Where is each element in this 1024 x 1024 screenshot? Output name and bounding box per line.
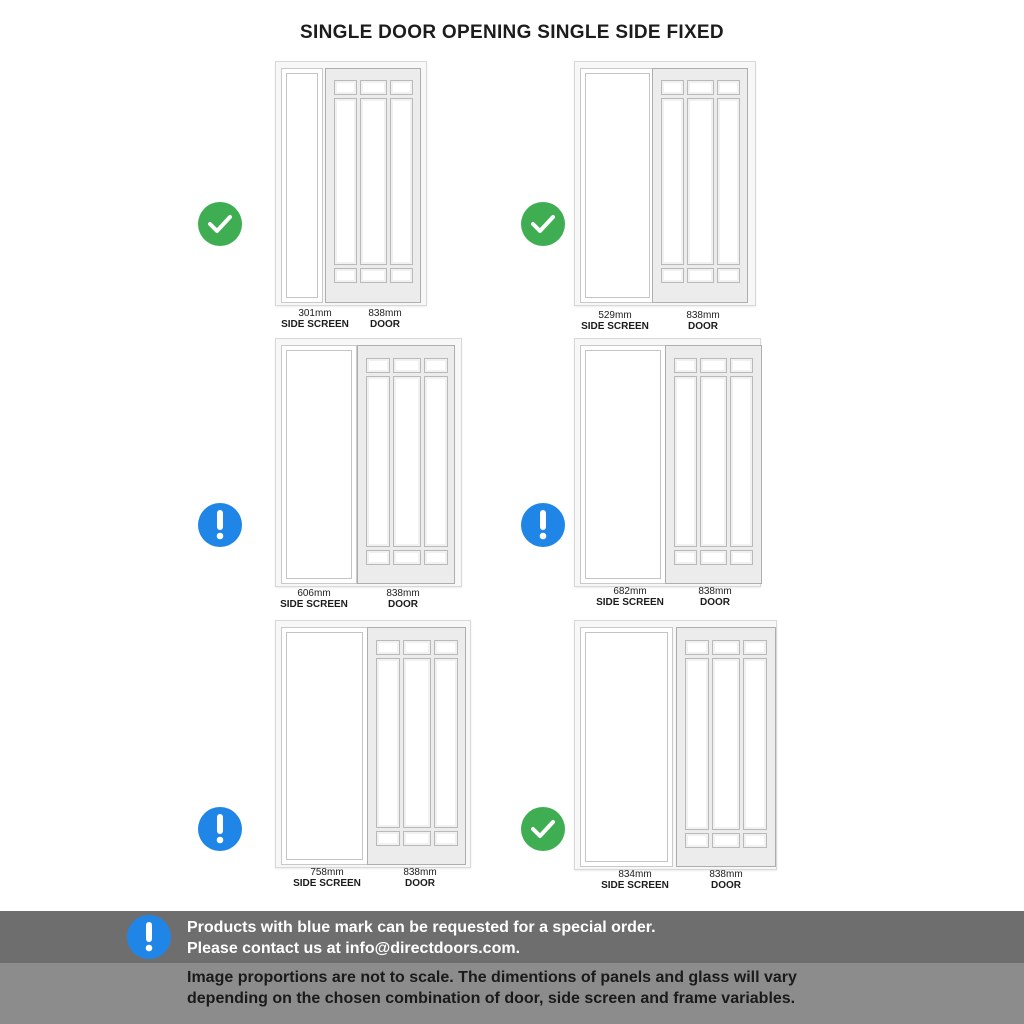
checkmark-icon xyxy=(521,202,565,246)
side-screen-width: 834mm xyxy=(618,869,652,880)
glass-pane-top xyxy=(717,80,740,95)
side-screen-panel xyxy=(580,345,666,584)
glass-pane-top xyxy=(366,358,390,373)
glass-pane-bottom xyxy=(360,268,387,283)
notice-line-2: Please contact us at info@directdoors.com. xyxy=(187,940,521,957)
door-width: 838mm xyxy=(698,586,732,597)
glass-pane-bottom xyxy=(700,550,727,565)
glass-pane-middle xyxy=(730,376,753,547)
side-screen-panel xyxy=(580,68,655,303)
glass-pane-top xyxy=(434,640,458,655)
glass-pane-top xyxy=(393,358,421,373)
side-screen-caption xyxy=(593,586,667,608)
glass-pane-bottom xyxy=(730,550,753,565)
glass-pane-top xyxy=(403,640,431,655)
glass-pane-top xyxy=(376,640,400,655)
side-screen-width: 529mm xyxy=(598,310,632,321)
door-caption xyxy=(678,310,728,332)
glass-pane-middle xyxy=(712,658,740,830)
door-width: 838mm xyxy=(403,867,437,878)
side-screen-panel xyxy=(580,627,673,867)
glass-pane-top xyxy=(674,358,697,373)
glass-pane-middle xyxy=(376,658,400,828)
glass-pane-middle xyxy=(434,658,458,828)
glass-pane-bottom xyxy=(390,268,413,283)
glass-pane-top xyxy=(730,358,753,373)
glass-pane-bottom xyxy=(393,550,421,565)
glass-pane-middle xyxy=(743,658,767,830)
glass-pane-middle xyxy=(403,658,431,828)
side-screen-label: SIDE SCREEN xyxy=(581,321,649,332)
glass-pane-top xyxy=(712,640,740,655)
glass-pane-bottom xyxy=(661,268,684,283)
glass-pane-bottom xyxy=(685,833,709,848)
glass-pane-top xyxy=(685,640,709,655)
glass-pane-bottom xyxy=(376,831,400,846)
glass-pane-bottom xyxy=(366,550,390,565)
door-label: DOOR xyxy=(370,319,400,330)
glass-pane-middle xyxy=(334,98,357,265)
side-screen-caption xyxy=(277,588,351,610)
exclamation-icon xyxy=(198,503,242,547)
glass-pane-top xyxy=(424,358,448,373)
glass-pane-top xyxy=(334,80,357,95)
disclaimer-line-1: Image proportions are not to scale. The dimentions of panels and glass will vary xyxy=(187,969,797,986)
glass-pane-top xyxy=(661,80,684,95)
exclamation-icon xyxy=(127,915,171,959)
side-screen-caption xyxy=(598,869,672,891)
glass-pane-middle xyxy=(360,98,387,265)
glass-pane-bottom xyxy=(743,833,767,848)
glass-pane-bottom xyxy=(424,550,448,565)
notice-line-1: Products with blue mark can be requested for a special order. xyxy=(187,919,656,936)
page-title: SINGLE DOOR OPENING SINGLE SIDE FIXED xyxy=(300,22,724,43)
door-caption xyxy=(360,308,410,330)
side-screen-caption xyxy=(278,308,352,330)
door-caption xyxy=(690,586,740,608)
glass-pane-bottom xyxy=(717,268,740,283)
glass-pane-middle xyxy=(390,98,413,265)
glass-pane-middle xyxy=(366,376,390,547)
door-label: DOOR xyxy=(405,878,435,889)
glass-pane-top xyxy=(360,80,387,95)
side-screen-width: 758mm xyxy=(310,867,344,878)
glass-pane-middle xyxy=(700,376,727,547)
door-label: DOOR xyxy=(711,880,741,891)
side-screen-label: SIDE SCREEN xyxy=(601,880,669,891)
glass-pane-middle xyxy=(674,376,697,547)
checkmark-icon xyxy=(521,807,565,851)
glass-pane-middle xyxy=(661,98,684,265)
glass-pane-bottom xyxy=(687,268,714,283)
glass-pane-middle xyxy=(685,658,709,830)
glass-pane-middle xyxy=(393,376,421,547)
exclamation-icon xyxy=(198,807,242,851)
glass-pane-bottom xyxy=(403,831,431,846)
door-label: DOOR xyxy=(388,599,418,610)
glass-pane-middle xyxy=(424,376,448,547)
side-screen-label: SIDE SCREEN xyxy=(596,597,664,608)
side-screen-label: SIDE SCREEN xyxy=(281,319,349,330)
checkmark-icon xyxy=(198,202,242,246)
door-width: 838mm xyxy=(709,869,743,880)
door-width: 838mm xyxy=(386,588,420,599)
glass-pane-bottom xyxy=(334,268,357,283)
side-screen-label: SIDE SCREEN xyxy=(280,599,348,610)
glass-pane-middle xyxy=(687,98,714,265)
side-screen-panel xyxy=(281,68,323,303)
door-width: 838mm xyxy=(368,308,402,319)
glass-pane-top xyxy=(700,358,727,373)
glass-pane-middle xyxy=(717,98,740,265)
side-screen-width: 682mm xyxy=(613,586,647,597)
glass-pane-bottom xyxy=(674,550,697,565)
glass-pane-bottom xyxy=(434,831,458,846)
door-label: DOOR xyxy=(700,597,730,608)
door-caption xyxy=(378,588,428,610)
side-screen-panel xyxy=(281,345,357,584)
door-label: DOOR xyxy=(688,321,718,332)
side-screen-width: 301mm xyxy=(298,308,332,319)
exclamation-icon xyxy=(521,503,565,547)
door-width: 838mm xyxy=(686,310,720,321)
door-caption xyxy=(701,869,751,891)
side-screen-label: SIDE SCREEN xyxy=(293,878,361,889)
disclaimer-line-2: depending on the chosen combination of door, side screen and frame variables. xyxy=(187,990,796,1007)
glass-pane-bottom xyxy=(712,833,740,848)
side-screen-width: 606mm xyxy=(297,588,331,599)
side-screen-caption xyxy=(290,867,364,889)
side-screen-caption xyxy=(578,310,652,332)
glass-pane-top xyxy=(390,80,413,95)
side-screen-panel xyxy=(281,627,368,865)
door-caption xyxy=(395,867,445,889)
glass-pane-top xyxy=(687,80,714,95)
glass-pane-top xyxy=(743,640,767,655)
